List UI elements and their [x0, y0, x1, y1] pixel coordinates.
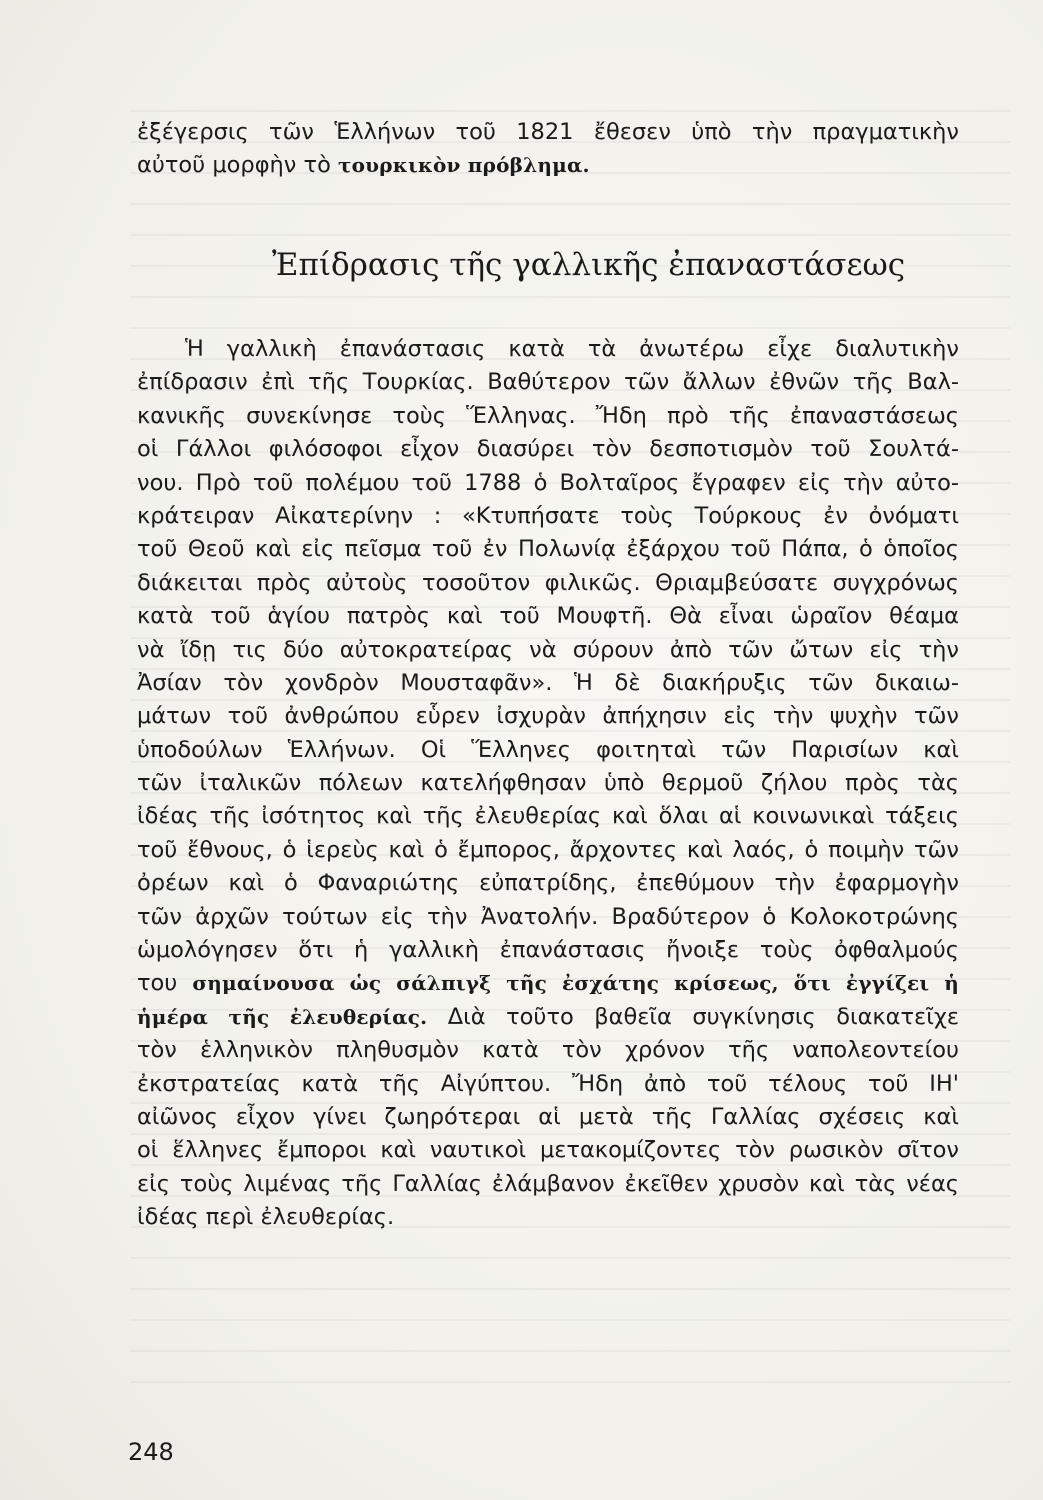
- body-line: ὀρέων καὶ ὁ Φαναριώτης εὐπατρίδης, ἐπεθύμουν τὴν ἐφαρμογὴν: [137, 870, 959, 897]
- body-line: αἰῶνος εἶχον γίνει ζωηρότεραι αἱ μετὰ τῆς Γαλλίας σχέσεις καὶ: [137, 1103, 959, 1130]
- body-line: κανικῆς συνεκίνησε τοὺς Ἕλληνας. Ἤδη πρὸ τῆς ἐπαναστάσεως: [137, 402, 959, 429]
- page-number: 248: [128, 1438, 174, 1466]
- body-line: νου. Πρὸ τοῦ πολέμου τοῦ 1788 ὁ Βολταῖρος ἔγραφεν εἰς τὴν αὐτο-: [137, 469, 959, 496]
- section-heading: Ἐπίδρασις τῆς γαλλικῆς ἐπαναστάσεως: [272, 247, 906, 283]
- body-line: οἱ Γάλλοι φιλόσοφοι εἶχον διασύρει τὸν δεσποτισμὸν τοῦ Σουλτά-: [137, 436, 959, 463]
- body-line: τοῦ ἔθνους, ὁ ἱερεὺς καὶ ὁ ἔμπορος, ἄρχοντες καὶ λαός, ὁ ποιμὴν τῶν: [137, 836, 959, 863]
- body-line: ἐκστρατείας κατὰ τῆς Αἰγύπτου. Ἤδη ἀπὸ τοῦ τέλους τοῦ ΙΗ': [137, 1070, 959, 1097]
- body-paragraph: [137, 333, 959, 1235]
- body-line: Ἡ γαλλικὴ ἐπανάστασις κατὰ τὰ ἀνωτέρω εἶχε διαλυτικὴν: [185, 336, 959, 362]
- bold-phrase: ἡμέρα τῆς ἐλευθερίας.: [137, 1004, 428, 1029]
- body-line: [137, 1001, 959, 1034]
- body-line: [137, 967, 959, 1000]
- bold-phrase: σημαίνουσα ὡς σάλπιγξ τῆς ἐσχάτης κρίσεως, ὅτι ἐγγίζει ἡ: [192, 971, 960, 996]
- bold-phrase: τουρκικὸν πρόβλημα.: [337, 153, 590, 178]
- body-line: τῶν ἰταλικῶν πόλεων κατελήφθησαν ὑπὸ θερμοῦ ζήλου πρὸς τὰς: [137, 770, 959, 797]
- body-line: κατὰ τοῦ ἁγίου πατρὸς καὶ τοῦ Μουφτῆ. Θὰ εἶναι ὡραῖον θέαμα: [137, 603, 959, 630]
- body-line: ὑποδούλων Ἑλλήνων. Οἱ Ἕλληνες φοιτηταὶ τῶν Παρισίων καὶ: [137, 736, 959, 763]
- intro-line: [137, 149, 959, 182]
- body-line: εἰς τοὺς λιμένας τῆς Γαλλίας ἐλάμβανον ἐκεῖθεν χρυσὸν καὶ τὰς νέας: [137, 1170, 959, 1197]
- body-line: οἱ ἕλληνες ἔμποροι καὶ ναυτικοὶ μετακομίζοντες τὸν ρωσικὸν σῖτον: [137, 1137, 959, 1164]
- body-line-text: Διὰ τοῦτο βαθεῖα συγκίνησις διακατεῖχε: [427, 1003, 959, 1030]
- intro-line: ἐξέγερσις τῶν Ἑλλήνων τοῦ 1821 ἔθεσεν ὑπὸ τὴν πραγματικὴν: [137, 119, 959, 145]
- body-line: μάτων τοῦ ἀνθρώπου εὗρεν ἰσχυρὰν ἀπήχησιν εἰς τὴν ψυχὴν τῶν: [137, 703, 959, 730]
- body-line: κράτειραν Αἰκατερίνην : «Κτυπήσατε τοὺς Τούρκους ἐν ὀνόματι: [137, 502, 959, 529]
- body-line: τοῦ Θεοῦ καὶ εἰς πεῖσμα τοῦ ἐν Πολωνίᾳ ἐξάρχου τοῦ Πάπα, ὁ ὁποῖος: [137, 536, 959, 563]
- body-line-text: του: [137, 970, 193, 997]
- intro-paragraph: [137, 116, 959, 183]
- intro-line-text: αὐτοῦ μορφὴν τὸ: [137, 152, 338, 179]
- body-line: διάκειται πρὸς αὐτοὺς τοσοῦτον φιλικῶς. Θριαμβεύσατε συγχρόνως: [137, 569, 959, 596]
- body-line: τῶν ἀρχῶν τούτων εἰς τὴν Ἀνατολήν. Βραδύτερον ὁ Κολοκοτρώνης: [137, 903, 959, 930]
- body-line: νὰ ἴδῃ τις δύο αὐτοκρατείρας νὰ σύρουν ἀπὸ τῶν ὤτων εἰς τὴν: [137, 636, 959, 663]
- body-line: ὡμολόγησεν ὅτι ἡ γαλλικὴ ἐπανάστασις ἤνοιξε τοὺς ὀφθαλμούς: [137, 937, 959, 964]
- body-line: ἐπίδρασιν ἐπὶ τῆς Τουρκίας. Βαθύτερον τῶν ἄλλων ἐθνῶν τῆς Βαλ-: [137, 369, 959, 396]
- body-line: ἰδέας περὶ ἐλευθερίας.: [137, 1204, 395, 1231]
- body-line: Ἀσίαν τὸν χονδρὸν Μουσταφᾶν». Ἡ δὲ διακήρυξις τῶν δικαιω-: [137, 669, 959, 696]
- body-line: ἰδέας τῆς ἰσότητος καὶ τῆς ἐλευθερίας καὶ ὅλαι αἱ κοινωνικαὶ τάξεις: [137, 803, 959, 830]
- body-line: τὸν ἑλληνικὸν πληθυσμὸν κατὰ τὸν χρόνον τῆς ναπολεοντείου: [137, 1037, 959, 1064]
